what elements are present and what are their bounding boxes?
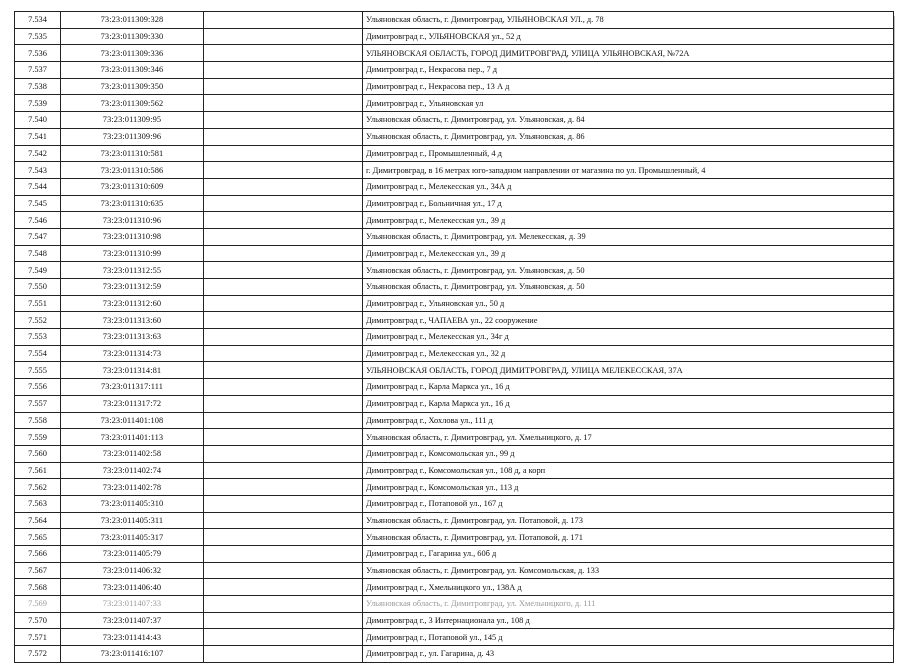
row-number-cell: 7.549 — [15, 262, 61, 279]
cadastral-number-cell: 73:23:011310:586 — [61, 162, 204, 179]
register-sheet — [14, 11, 894, 663]
empty-cell — [204, 262, 363, 279]
address-cell: Димитровград г., Комсомольская ул., 99 д — [363, 445, 894, 462]
address-cell: Ульяновская область, г. Димитровград, ул. Комсомольская, д. 133 — [363, 562, 894, 579]
cadastral-number-cell: 73:23:011309:336 — [61, 45, 204, 62]
row-number-cell: 7.570 — [15, 612, 61, 629]
address-cell: Димитровград г., Мелекесская ул., 34г д — [363, 329, 894, 346]
address-cell: Димитровград г., Потаповой ул., 167 д — [363, 495, 894, 512]
cadastral-number-cell: 73:23:011407:37 — [61, 612, 204, 629]
address-cell: Димитровград г., Хмельницкого ул., 138А д — [363, 579, 894, 596]
row-number-cell: 7.547 — [15, 228, 61, 245]
table-row — [15, 429, 894, 446]
row-number-cell: 7.572 — [15, 646, 61, 663]
cadastral-number-cell: 73:23:011313:60 — [61, 312, 204, 329]
empty-cell — [204, 78, 363, 95]
empty-cell — [204, 395, 363, 412]
empty-cell — [204, 412, 363, 429]
cadastral-number-cell: 73:23:011314:73 — [61, 345, 204, 362]
empty-cell — [204, 579, 363, 596]
row-number-cell: 7.548 — [15, 245, 61, 262]
table-row — [15, 279, 894, 296]
cadastral-number-cell: 73:23:011407:33 — [61, 596, 204, 613]
cadastral-number-cell: 73:23:011317:72 — [61, 395, 204, 412]
empty-cell — [204, 562, 363, 579]
address-cell: Димитровград г., Карла Маркса ул., 16 д — [363, 379, 894, 396]
address-cell: Димитровград г., ЧАПАЕВА ул., 22 сооружение — [363, 312, 894, 329]
row-number-cell: 7.561 — [15, 462, 61, 479]
table-row — [15, 45, 894, 62]
cadastral-number-cell: 73:23:011309:346 — [61, 62, 204, 79]
cadastral-number-cell: 73:23:011309:96 — [61, 128, 204, 145]
empty-cell — [204, 596, 363, 613]
page-edge-mark — [894, 16, 899, 630]
row-number-cell: 7.545 — [15, 195, 61, 212]
address-cell: Ульяновская область, г. Димитровград, УЛЬЯНОВСКАЯ УЛ., д. 78 — [363, 12, 894, 29]
address-cell: Димитровград г., Ульяновская ул., 50 д — [363, 295, 894, 312]
address-cell: Ульяновская область, г. Димитровград, ул. Хмельницкого, д. 17 — [363, 429, 894, 446]
table-row — [15, 612, 894, 629]
row-number-cell: 7.553 — [15, 329, 61, 346]
empty-cell — [204, 362, 363, 379]
table-row — [15, 95, 894, 112]
address-cell: Димитровград г., Потаповой ул., 145 д — [363, 629, 894, 646]
row-number-cell: 7.568 — [15, 579, 61, 596]
row-number-cell: 7.558 — [15, 412, 61, 429]
cadastral-number-cell: 73:23:011317:111 — [61, 379, 204, 396]
cadastral-number-cell: 73:23:011402:74 — [61, 462, 204, 479]
empty-cell — [204, 62, 363, 79]
row-number-cell: 7.560 — [15, 445, 61, 462]
cadastral-number-cell: 73:23:011309:95 — [61, 112, 204, 129]
address-cell: Димитровград г., Карла Маркса ул., 16 д — [363, 395, 894, 412]
table-row — [15, 228, 894, 245]
address-cell: Димитровград г., Гагарина ул., 60б д — [363, 546, 894, 563]
address-cell: Димитровград г., Ульяновская ул — [363, 95, 894, 112]
address-cell: Димитровград г., 3 Интернационала ул., 108 д — [363, 612, 894, 629]
cadastral-number-cell: 73:23:011406:32 — [61, 562, 204, 579]
table-row — [15, 245, 894, 262]
empty-cell — [204, 45, 363, 62]
row-number-cell: 7.537 — [15, 62, 61, 79]
cadastral-number-cell: 73:23:011312:59 — [61, 279, 204, 296]
table-row — [15, 329, 894, 346]
table-row — [15, 145, 894, 162]
row-number-cell: 7.538 — [15, 78, 61, 95]
table-row — [15, 28, 894, 45]
cadastral-number-cell: 73:23:011416:107 — [61, 646, 204, 663]
table-row — [15, 162, 894, 179]
empty-cell — [204, 612, 363, 629]
address-cell: Димитровград г., УЛЬЯНОВСКАЯ ул., 52 д — [363, 28, 894, 45]
cadastral-number-cell: 73:23:011405:317 — [61, 529, 204, 546]
address-cell: Ульяновская область, г. Димитровград, ул. Ульяновская, д. 86 — [363, 128, 894, 145]
row-number-cell: 7.562 — [15, 479, 61, 496]
address-cell: Димитровград г., Некрасова пер., 7 д — [363, 62, 894, 79]
row-number-cell: 7.563 — [15, 495, 61, 512]
table-row — [15, 62, 894, 79]
row-number-cell: 7.564 — [15, 512, 61, 529]
row-number-cell: 7.541 — [15, 128, 61, 145]
table-row — [15, 379, 894, 396]
empty-cell — [204, 345, 363, 362]
table-row — [15, 646, 894, 663]
address-cell: г. Димитровград, в 16 метрах юго-западном направлении от магазина по ул. Промышленный, 4 — [363, 162, 894, 179]
cadastral-number-cell: 73:23:011414:43 — [61, 629, 204, 646]
table-row — [15, 579, 894, 596]
row-number-cell: 7.546 — [15, 212, 61, 229]
empty-cell — [204, 529, 363, 546]
row-number-cell: 7.569 — [15, 596, 61, 613]
cadastral-number-cell: 73:23:011405:310 — [61, 495, 204, 512]
address-cell: Ульяновская область, г. Димитровград, ул. Потаповой, д. 173 — [363, 512, 894, 529]
empty-cell — [204, 329, 363, 346]
cadastral-number-cell: 73:23:011309:328 — [61, 12, 204, 29]
register-table — [14, 11, 894, 663]
cadastral-number-cell: 73:23:011401:113 — [61, 429, 204, 446]
empty-cell — [204, 245, 363, 262]
row-number-cell: 7.543 — [15, 162, 61, 179]
cadastral-number-cell: 73:23:011405:311 — [61, 512, 204, 529]
table-row — [15, 512, 894, 529]
empty-cell — [204, 429, 363, 446]
row-number-cell: 7.551 — [15, 295, 61, 312]
row-number-cell: 7.571 — [15, 629, 61, 646]
empty-cell — [204, 95, 363, 112]
table-row — [15, 546, 894, 563]
cadastral-number-cell: 73:23:011313:63 — [61, 329, 204, 346]
empty-cell — [204, 162, 363, 179]
row-number-cell: 7.536 — [15, 45, 61, 62]
cadastral-number-cell: 73:23:011310:99 — [61, 245, 204, 262]
table-row — [15, 128, 894, 145]
table-row — [15, 462, 894, 479]
row-number-cell: 7.539 — [15, 95, 61, 112]
empty-cell — [204, 512, 363, 529]
table-row — [15, 596, 894, 613]
address-cell: Димитровград г., Мелекесская ул., 39 д — [363, 245, 894, 262]
table-row — [15, 212, 894, 229]
cadastral-number-cell: 73:23:011405:79 — [61, 546, 204, 563]
table-row — [15, 178, 894, 195]
cadastral-number-cell: 73:23:011309:562 — [61, 95, 204, 112]
table-row — [15, 562, 894, 579]
row-number-cell: 7.566 — [15, 546, 61, 563]
row-number-cell: 7.567 — [15, 562, 61, 579]
cadastral-number-cell: 73:23:011312:60 — [61, 295, 204, 312]
cadastral-number-cell: 73:23:011310:609 — [61, 178, 204, 195]
empty-cell — [204, 295, 363, 312]
row-number-cell: 7.565 — [15, 529, 61, 546]
row-number-cell: 7.555 — [15, 362, 61, 379]
table-row — [15, 195, 894, 212]
table-row — [15, 412, 894, 429]
table-row — [15, 312, 894, 329]
row-number-cell: 7.550 — [15, 279, 61, 296]
table-row — [15, 395, 894, 412]
address-cell: Димитровград г., Мелекесская ул., 34А д — [363, 178, 894, 195]
row-number-cell: 7.554 — [15, 345, 61, 362]
row-number-cell: 7.559 — [15, 429, 61, 446]
empty-cell — [204, 128, 363, 145]
cadastral-number-cell: 73:23:011402:78 — [61, 479, 204, 496]
table-row — [15, 629, 894, 646]
address-cell: Димитровград г., Больничная ул., 17 д — [363, 195, 894, 212]
address-cell: Ульяновская область, г. Димитровград, ул. Мелекесская, д. 39 — [363, 228, 894, 245]
cadastral-number-cell: 73:23:011309:350 — [61, 78, 204, 95]
row-number-cell: 7.544 — [15, 178, 61, 195]
table-row — [15, 12, 894, 29]
table-row — [15, 262, 894, 279]
table-row — [15, 295, 894, 312]
table-row — [15, 529, 894, 546]
address-cell: Димитровград г., Комсомольская ул., 113 д — [363, 479, 894, 496]
empty-cell — [204, 195, 363, 212]
row-number-cell: 7.552 — [15, 312, 61, 329]
address-cell: Ульяновская область, г. Димитровград, ул. Ульяновская, д. 50 — [363, 262, 894, 279]
cadastral-number-cell: 73:23:011310:98 — [61, 228, 204, 245]
row-number-cell: 7.557 — [15, 395, 61, 412]
empty-cell — [204, 212, 363, 229]
cadastral-number-cell: 73:23:011314:81 — [61, 362, 204, 379]
empty-cell — [204, 145, 363, 162]
table-row — [15, 495, 894, 512]
cadastral-number-cell: 73:23:011402:58 — [61, 445, 204, 462]
address-cell: Димитровград г., Мелекесская ул., 39 д — [363, 212, 894, 229]
empty-cell — [204, 228, 363, 245]
cadastral-number-cell: 73:23:011312:55 — [61, 262, 204, 279]
address-cell: УЛЬЯНОВСКАЯ ОБЛАСТЬ, ГОРОД ДИМИТРОВГРАД, УЛИЦА УЛЬЯНОВСКАЯ, №72А — [363, 45, 894, 62]
empty-cell — [204, 178, 363, 195]
row-number-cell: 7.556 — [15, 379, 61, 396]
address-cell: УЛЬЯНОВСКАЯ ОБЛАСТЬ, ГОРОД ДИМИТРОВГРАД, УЛИЦА МЕЛЕКЕССКАЯ, 37А — [363, 362, 894, 379]
address-cell: Димитровград г., Некрасова пер., 13 А д — [363, 78, 894, 95]
empty-cell — [204, 28, 363, 45]
empty-cell — [204, 12, 363, 29]
row-number-cell: 7.540 — [15, 112, 61, 129]
address-cell: Ульяновская область, г. Димитровград, ул. Ульяновская, д. 84 — [363, 112, 894, 129]
empty-cell — [204, 312, 363, 329]
cadastral-number-cell: 73:23:011310:581 — [61, 145, 204, 162]
address-cell: Димитровград г., Мелекесская ул., 32 д — [363, 345, 894, 362]
empty-cell — [204, 479, 363, 496]
empty-cell — [204, 646, 363, 663]
empty-cell — [204, 445, 363, 462]
empty-cell — [204, 546, 363, 563]
empty-cell — [204, 279, 363, 296]
address-cell: Ульяновская область, г. Димитровград, ул. Хмельницкого, д. 111 — [363, 596, 894, 613]
row-number-cell: 7.542 — [15, 145, 61, 162]
cadastral-number-cell: 73:23:011310:96 — [61, 212, 204, 229]
empty-cell — [204, 112, 363, 129]
table-row — [15, 445, 894, 462]
row-number-cell: 7.535 — [15, 28, 61, 45]
address-cell: Димитровград г., Промышленный, 4 д — [363, 145, 894, 162]
table-row — [15, 78, 894, 95]
table-row — [15, 362, 894, 379]
register-table-body — [15, 12, 894, 663]
table-row — [15, 345, 894, 362]
address-cell: Ульяновская область, г. Димитровград, ул. Ульяновская, д. 50 — [363, 279, 894, 296]
row-number-cell: 7.534 — [15, 12, 61, 29]
cadastral-number-cell: 73:23:011406:40 — [61, 579, 204, 596]
empty-cell — [204, 629, 363, 646]
address-cell: Димитровград г., ул. Гагарина, д. 43 — [363, 646, 894, 663]
empty-cell — [204, 462, 363, 479]
table-row — [15, 479, 894, 496]
cadastral-number-cell: 73:23:011309:330 — [61, 28, 204, 45]
empty-cell — [204, 495, 363, 512]
address-cell: Ульяновская область, г. Димитровград, ул. Потаповой, д. 171 — [363, 529, 894, 546]
cadastral-number-cell: 73:23:011310:635 — [61, 195, 204, 212]
empty-cell — [204, 379, 363, 396]
address-cell: Димитровград г., Хохлова ул., 111 д — [363, 412, 894, 429]
address-cell: Димитровград г., Комсомольская ул., 108 д, а корп — [363, 462, 894, 479]
table-row — [15, 112, 894, 129]
cadastral-number-cell: 73:23:011401:108 — [61, 412, 204, 429]
